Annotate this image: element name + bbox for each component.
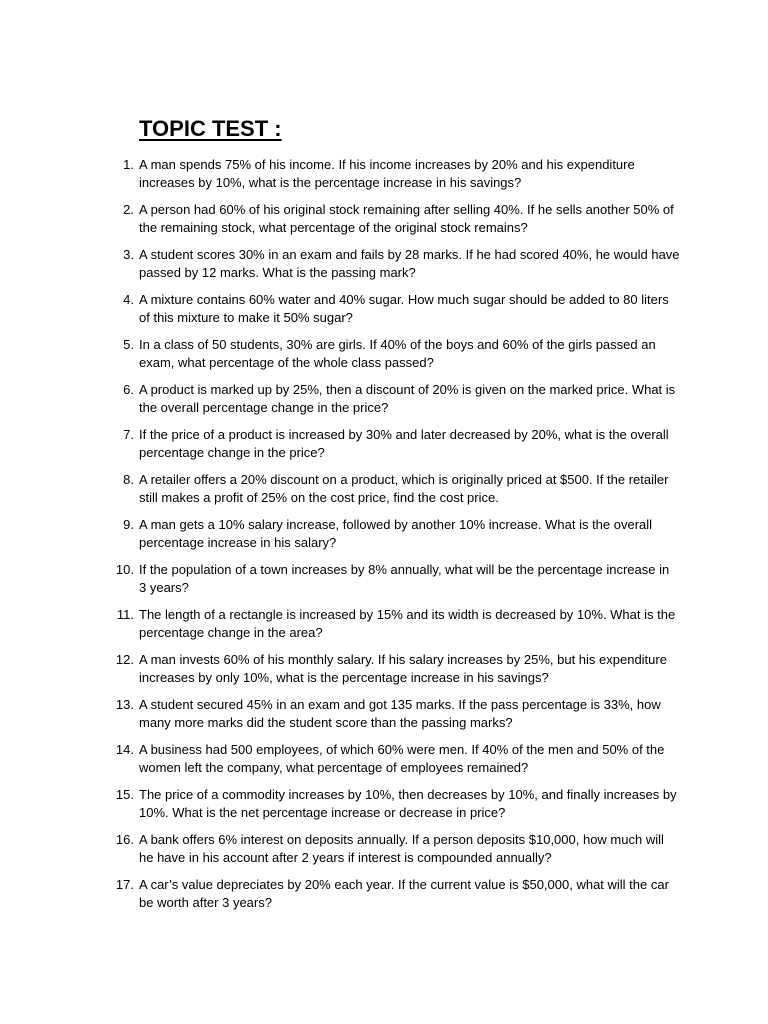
question-text: The price of a commodity increases by 10%, then decreases by 10%, and finally increases by 10%. What is the net percentage increase or decrease in price? (139, 787, 677, 820)
question-text: The length of a rectangle is increased by 15% and its width is decreased by 10%. What is the percentage change in the area? (139, 607, 676, 640)
question-item (108, 606, 680, 651)
question-item (108, 201, 680, 246)
question-item (108, 786, 680, 831)
question-text: If the population of a town increases by 8% annually, what will be the percentage increase in 3 years? (139, 562, 670, 595)
question-text: A business had 500 employees, of which 60% were men. If 40% of the men and 50% of the women left the company, what percentage of employees remained? (139, 742, 665, 775)
question-number: 10. (115, 562, 134, 577)
question-number: 8. (123, 472, 134, 487)
question-number: 2. (123, 202, 134, 217)
question-number: 9. (123, 517, 134, 532)
question-text: A man spends 75% of his income. If his income increases by 20% and his expenditure increases by 10%, what is the percentage increase in his savings? (139, 157, 635, 190)
question-item (108, 336, 680, 381)
question-number: 16. (115, 832, 134, 847)
question-text: A product is marked up by 25%, then a discount of 20% is given on the marked price. What is the overall percentage change in the price? (139, 382, 676, 415)
question-number: 14. (115, 742, 134, 757)
question-number: 6. (123, 382, 134, 397)
question-text: A car’s value depreciates by 20% each year. If the current value is $50,000, what will the car be worth after 3 years? (139, 877, 669, 910)
question-text: A man gets a 10% salary increase, followed by another 10% increase. What is the overall percentage increase in his salary? (139, 517, 653, 550)
question-number: 11. (116, 607, 134, 622)
question-item (108, 831, 680, 876)
question-item (108, 876, 680, 921)
question-item (108, 246, 680, 291)
question-item (108, 651, 680, 696)
question-number: 5. (123, 337, 134, 352)
question-item (108, 561, 680, 606)
question-number: 12. (115, 652, 134, 667)
question-text: A student scores 30% in an exam and fails by 28 marks. If he had scored 40%, he would have passed by 12 marks. What is the passing mark? (139, 247, 680, 280)
question-item (108, 426, 680, 471)
question-item (108, 696, 680, 741)
question-text: A student secured 45% in an exam and got 135 marks. If the pass percentage is 33%, how many more marks did the student score than the passing marks? (139, 697, 661, 730)
question-item (108, 381, 680, 426)
question-item (108, 741, 680, 786)
question-item (108, 516, 680, 561)
question-text: If the price of a product is increased by 30% and later decreased by 20%, what is the overall percentage change in the price? (139, 427, 669, 460)
question-number: 4. (123, 292, 134, 307)
question-item (108, 471, 680, 516)
question-number: 3. (123, 247, 134, 262)
question-item (108, 291, 680, 336)
question-number: 13. (115, 697, 134, 712)
page-title: TOPIC TEST : (139, 116, 282, 141)
question-item (108, 156, 680, 201)
question-text: A retailer offers a 20% discount on a product, which is originally priced at $500. If the retailer still makes a profit of 25% on the cost price, find the cost price. (139, 472, 669, 505)
question-text: In a class of 50 students, 30% are girls. If 40% of the boys and 60% of the girls passed an exam, what percentage of the whole class passed? (139, 337, 656, 370)
question-text: A bank offers 6% interest on deposits annually. If a person deposits $10,000, how much will he have in his account after 2 years if interest is compounded annually? (139, 832, 664, 865)
question-number: 15. (115, 787, 134, 802)
question-number: 1. (123, 157, 134, 172)
question-list (108, 156, 680, 921)
question-number: 17. (115, 877, 134, 892)
question-text: A person had 60% of his original stock remaining after selling 40%. If he sells another 50% of the remaining stock, what percentage of the original stock remains? (139, 202, 674, 235)
question-number: 7. (123, 427, 134, 442)
question-text: A mixture contains 60% water and 40% sugar. How much sugar should be added to 80 liters of this mixture to make it 50% sugar? (139, 292, 669, 325)
question-text: A man invests 60% of his monthly salary. If his salary increases by 25%, but his expenditure increases by only 10%, what is the percentage increase in his savings? (139, 652, 667, 685)
